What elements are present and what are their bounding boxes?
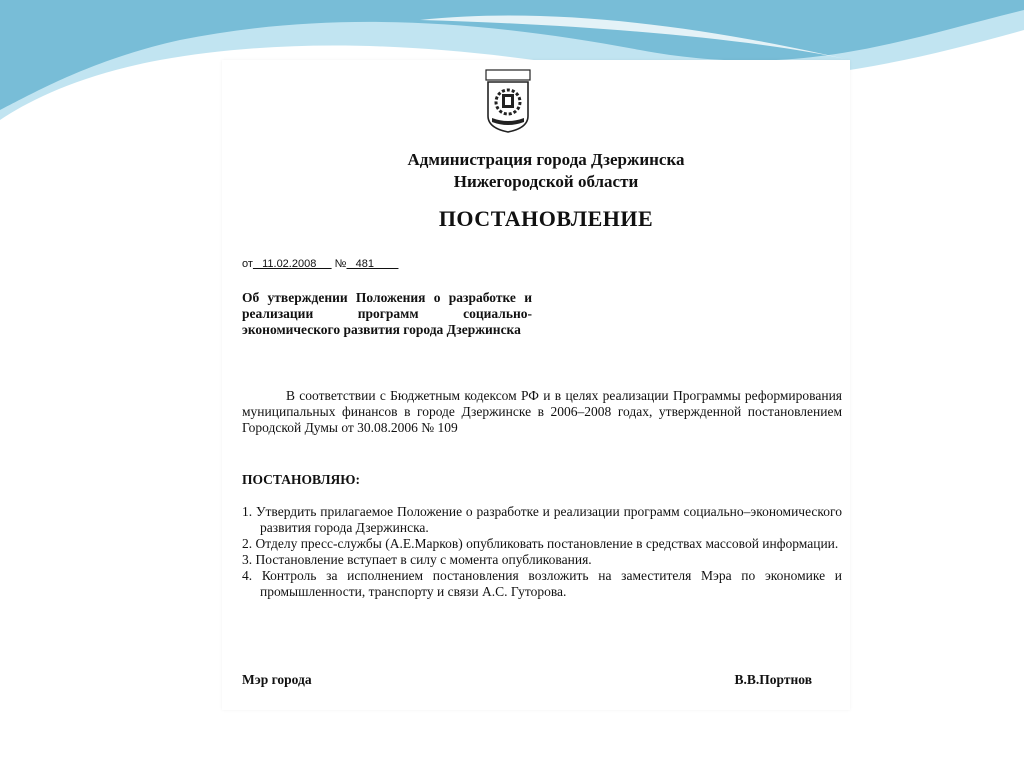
number-prefix: № <box>334 258 347 270</box>
resolution-item-4: 4. Контроль за исполнением постановления возложить на заместителя Мэра по экономике и промышленности, транспорту и связи А.С. Гуторова. <box>242 568 842 599</box>
city-emblem-icon <box>484 68 532 134</box>
admin-line-1: Администрация города Дзержинска <box>407 150 685 169</box>
document-title: ПОСТАНОВЛЕНИЕ <box>438 206 654 231</box>
date-value: 11.02.2008 <box>252 258 332 270</box>
signature-label: Мэр города <box>242 672 312 687</box>
resolution-item-3: 3. Постановление вступает в силу с момента опубликования. <box>242 552 592 567</box>
document-page <box>222 60 850 710</box>
admin-line-2: Нижегородской области <box>453 172 639 191</box>
number-value: 481 <box>346 258 399 270</box>
date-prefix: от <box>242 258 253 270</box>
resolve-heading: ПОСТАНОВЛЯЮ: <box>242 472 360 487</box>
subject-heading: Об утверждении Положения о разработке и реализации программ социально-экономического развития города Дзержинска <box>242 290 532 337</box>
preamble-paragraph: В соответствии с Бюджетным кодексом РФ и в целях реализации Программы реформирования муниципальных финансов в городе Дзержинске в 2006–2008 годах, утвержденной постановлением Городской Думы от 30.08.2006 № 109 <box>242 388 842 435</box>
resolution-item-1: 1. Утвердить прилагаемое Положение о разработке и реализации программ социально–экономического развития города Дзержинска. <box>242 504 842 535</box>
resolution-items <box>242 504 842 600</box>
date-number-line <box>242 258 398 270</box>
signature-name: В.В.Портнов <box>734 672 812 687</box>
resolution-item-2: 2. Отделу пресс-службы (А.Е.Марков) опубликовать постановление в средствах массовой информации. <box>242 536 839 551</box>
